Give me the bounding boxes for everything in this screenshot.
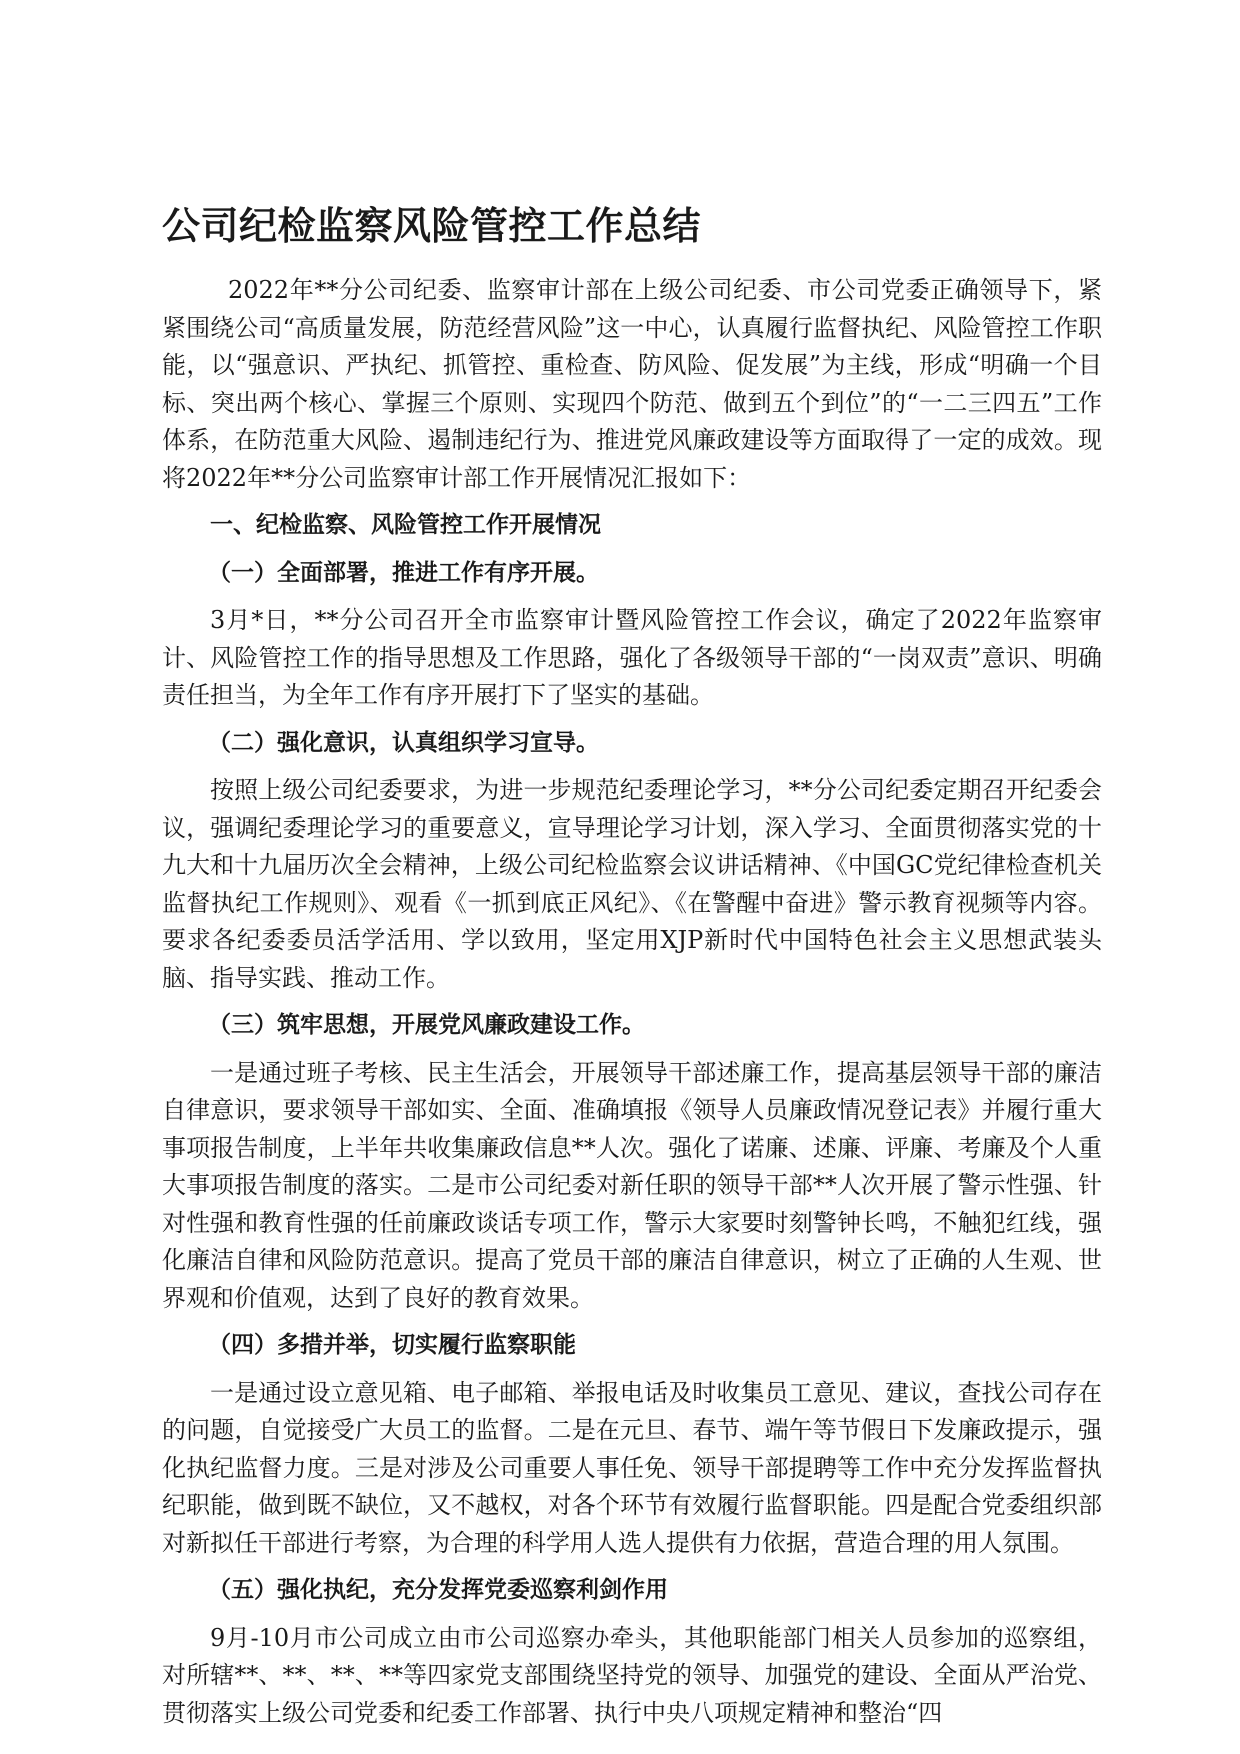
subsection-heading-5: （五）强化执纪，充分发挥党委巡察利剑作用: [208, 1577, 668, 1603]
subsection-heading-1: （一）全面部署，推进工作有序开展。: [208, 559, 599, 586]
subsection-paragraph-1: 3月*日，**分公司召开全市监察审计暨风险管控工作会议，确定了2022年监察审计、风险管控工作的指导思想及工作思路，强化了各级领导干部的“一岗双责”意识、明确责任担当，为全年工作有序开展打下了坚实的基础。: [162, 606, 1102, 709]
section-heading-1: 一、纪检监察、风险管控工作开展情况: [210, 512, 601, 538]
subsection-paragraph-4: 一是通过设立意见箱、电子邮箱、举报电话及时收集员工意见、建议，查找公司存在的问题，自觉接受广大员工的监督。二是在元旦、春节、端午等节假日下发廉政提示，强化执纪监督力度。三是对涉及公司重要人事任免、领导干部提聘等工作中充分发挥监督执纪职能，做到既不缺位，又不越权，对各个环节有效履行监督职能。四是配合党委组织部对新拟任干部进行考察，为合理的科学用人选人提供有力依据，营造合理的用人氛围。: [162, 1378, 1102, 1557]
subsection-paragraph-2: 按照上级公司纪委要求，为进一步规范纪委理论学习，**分公司纪委定期召开纪委会议，强调纪委理论学习的重要意义，宣导理论学习计划，深入学习、全面贯彻落实党的十九大和十九届历次全会精神，上级公司纪检监察会议讲话精神、《中国GC党纪律检查机关监督执纪工作规则》、观看《一抓到底正风纪》、《在警醒中奋进》警示教育视频等内容。要求各纪委委员活学活用、学以致用，坚定用XJP新时代中国特色社会主义思想武装头脑、指导实践、推动工作。: [162, 776, 1102, 992]
subsection-heading-3: （三）筑牢思想，开展党风廉政建设工作。: [208, 1012, 645, 1038]
intro-paragraph: 2022年**分公司纪委、监察审计部在上级公司纪委、市公司党委正确领导下，紧紧围绕公司“高质量发展，防范经营风险”这一中心，认真履行监督执纪、风险管控工作职能，以“强意识、严执纪、抓管控、重检查、防风险、促发展”为主线，形成“明确一个目标、突出两个核心、掌握三个原则、实现四个防范、做到五个到位”的“一二三四五”工作体系，在防范重大风险、遏制违纪行为、推进党风廉政建设等方面取得了一定的成效。现将2022年**分公司监察审计部工作开展情况汇报如下：: [162, 276, 1102, 492]
subsection-heading-2: （二）强化意识，认真组织学习宣导。: [208, 729, 599, 756]
subsection-paragraph-5: 9月-10月市公司成立由市公司巡察办牵头，其他职能部门相关人员参加的巡察组，对所辖**、**、**、**等四家党支部围绕坚持党的领导、加强党的建设、全面从严治党、贯彻落实上级公司党委和纪委工作部署、执行中央八项规定精神和整治“四: [162, 1623, 1102, 1727]
subsection-paragraph-3: 一是通过班子考核、民主生活会，开展领导干部述廉工作，提高基层领导干部的廉洁自律意识，要求领导干部如实、全面、准确填报《领导人员廉政情况登记表》并履行重大事项报告制度，上半年共收集廉政信息**人次。强化了诺廉、述廉、评廉、考廉及个人重大事项报告制度的落实。二是市公司纪委对新任职的领导干部**人次开展了警示性强、针对性强和教育性强的任前廉政谈话专项工作，警示大家要时刻警钟长鸣，不触犯红线，强化廉洁自律和风险防范意识。提高了党员干部的廉洁自律意识，树立了正确的人生观、世界观和价值观，达到了良好的教育效果。: [162, 1058, 1102, 1312]
document-title: 公司纪检监察风险管控工作总结: [162, 204, 702, 248]
subsection-heading-4: （四）多措并举，切实履行监察职能: [208, 1332, 576, 1358]
